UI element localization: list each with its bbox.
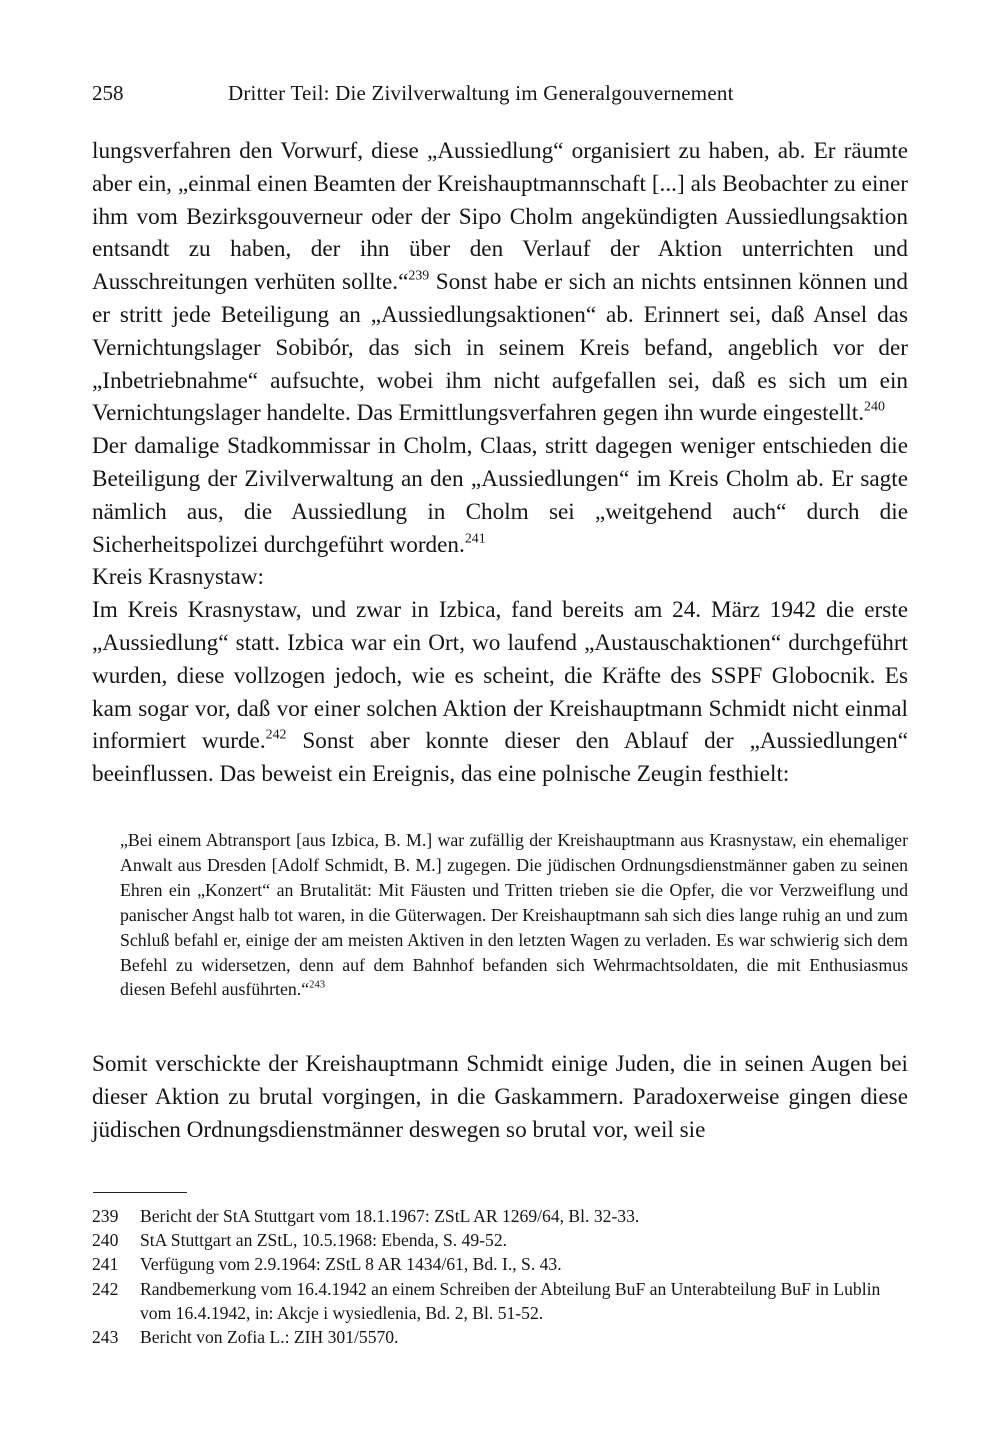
footnote-240 [92,1228,908,1252]
footnote-243 [92,1325,908,1349]
footnote-ref-243: 243 [309,978,326,991]
block-quote [120,828,908,1002]
footnote-text: Randbemerkung vom 16.4.1942 an einem Schreiben der Abteilung BuF an Unterabteilung BuF in Lublin vom 16.4.1942, in: Akcje i wysiedlenia, Bd. 2, Bl. 51-52. [140,1278,881,1323]
footnote-239 [92,1204,908,1228]
footnotes [92,1204,908,1349]
main-text [92,135,908,791]
paragraph-2-text: Der damalige Stadkommissar in Cholm, Claas, stritt dagegen weniger entschieden die Beteiligung der Zivilverwaltung an den „Aussiedlungen“ im Kreis Cholm ab. Er sagte nämlich aus, die Aussiedlung in Cholm sei „weitgehend auch“ durch die Sicherheitspolizei durchgeführt worden. [92,433,908,558]
footnote-number: 239 [92,1206,119,1226]
footnote-241 [92,1252,908,1276]
paragraph-5: Somit verschickte der Kreishauptmann Schmidt einige Juden, die in seinen Augen bei dieser Aktion zu brutal vorgingen, in die Gaskammern. Paradoxerweise gingen diese jüdischen Ordnungsdienstmänner deswegen so brutal vor, weil sie [92,1051,908,1143]
footnote-text: Bericht von Zofia L.: ZIH 301/5570. [140,1327,399,1348]
footnote-ref-241: 241 [464,530,486,546]
page-number: 258 [92,81,124,105]
footnote-text: Bericht der StA Stuttgart vom 18.1.1967: ZStL AR 1269/64, Bl. 32-33. [140,1206,640,1226]
footnote-number: 242 [92,1278,119,1299]
running-title: Dritter Teil: Die Zivilverwaltung im Generalgouvernement [228,81,734,105]
paragraph-1-part-a: lungsverfahren den Vorwurf, diese „Aussiedlung“ organisiert zu haben, ab. Er räumte aber ein, „einmal einen Beamten der Kreishauptmannschaft [...] als Beobachter zu einer ihm vom Bezirksgouverneur oder der Sipo Cholm angekündigten Aussiedlungsaktion entsandt zu haben, der ihn über den Verlauf der Aktion unterrichten und Ausschreitungen verhüten sollte.“ [92,138,908,296]
paragraph-2 [92,430,908,561]
footnote-number: 243 [92,1327,119,1348]
running-header [92,78,912,108]
footnote-ref-242: 242 [265,727,287,743]
footnote-separator [93,1192,187,1193]
footnote-ref-240: 240 [864,399,885,415]
footnote-ref-239: 239 [408,268,430,284]
paragraph-4 [92,594,908,791]
footnote-text: StA Stuttgart an ZStL, 10.5.1968: Ebenda, S. 49-52. [140,1230,508,1251]
paragraph-4-part-b: Sonst aber konnte dieser den Ablauf der „Aussiedlungen“ beeinflussen. Das beweist ein Ereignis, das eine polnische Zeugin festhielt: [92,728,908,788]
block-quote-text: „Bei einem Abtransport [aus Izbica, B. M.] war zufällig der Kreishauptmann aus Krasnystaw, ein ehemaliger Anwalt aus Dresden [Adolf Schmidt, B. M.] zugegen. Die jüdischen Ordnungsdienstmänner gaben zu seinen Ehren ein „Konzert“ an Brutalität: Mit Fäusten und Tritten trieben sie die Opfer, die vor Verzweiflung und panischer Angst halb tot waren, in die Güterwagen. Der Kreishauptmann sah sich dies lange ruhig an und zum Schluß befahl er, einige der am meisten Aktiven in den letzten Wagen zu verladen. Es war schwierig sich dem Befehl zu widersetzen, denn auf dem Bahnhof befanden sich Wehrmachtsoldaten, die mit Enthusiasmus diesen Befehl ausführten.“ [120,830,908,1000]
footnote-text: Verfügung vom 2.9.1964: ZStL 8 AR 1434/61, Bd. I., S. 43. [140,1254,562,1275]
paragraph-1-part-b: Sonst habe er sich an nichts entsinnen können und er stritt jede Beteiligung an „Aussiedlungsaktionen“ ab. Erinnert sei, daß Ansel das Vernichtungslager Sobibór, das sich in seinem Kreis befand, angeblich vor der „Inbetriebnahme“ aufsuchte, wobei ihm nicht aufgefallen sei, daß es sich um ein Vernichtungslager handelte. Das Ermittlungsverfahren gegen ihn wurde eingestellt. [92,269,908,427]
footnote-number: 241 [92,1254,119,1275]
footnote-242 [92,1277,908,1325]
section-heading-krasnystaw: Kreis Krasnystaw: [92,564,264,591]
footnote-number: 240 [92,1230,119,1251]
paragraph-4-part-a: Im Kreis Krasnystaw, und zwar in Izbica, fand bereits am 24. März 1942 die erste „Aussiedlung“ statt. Izbica war ein Ort, wo laufend „Austauschaktionen“ durchgeführt wurden, diese vollzogen jedoch, wie es scheint, die Kräfte des SSPF Globocnik. Es kam sogar vor, daß vor einer solchen Aktion der Kreishauptmann Schmidt nicht einmal informiert wurde. [92,597,908,755]
paragraph-1 [92,135,908,430]
